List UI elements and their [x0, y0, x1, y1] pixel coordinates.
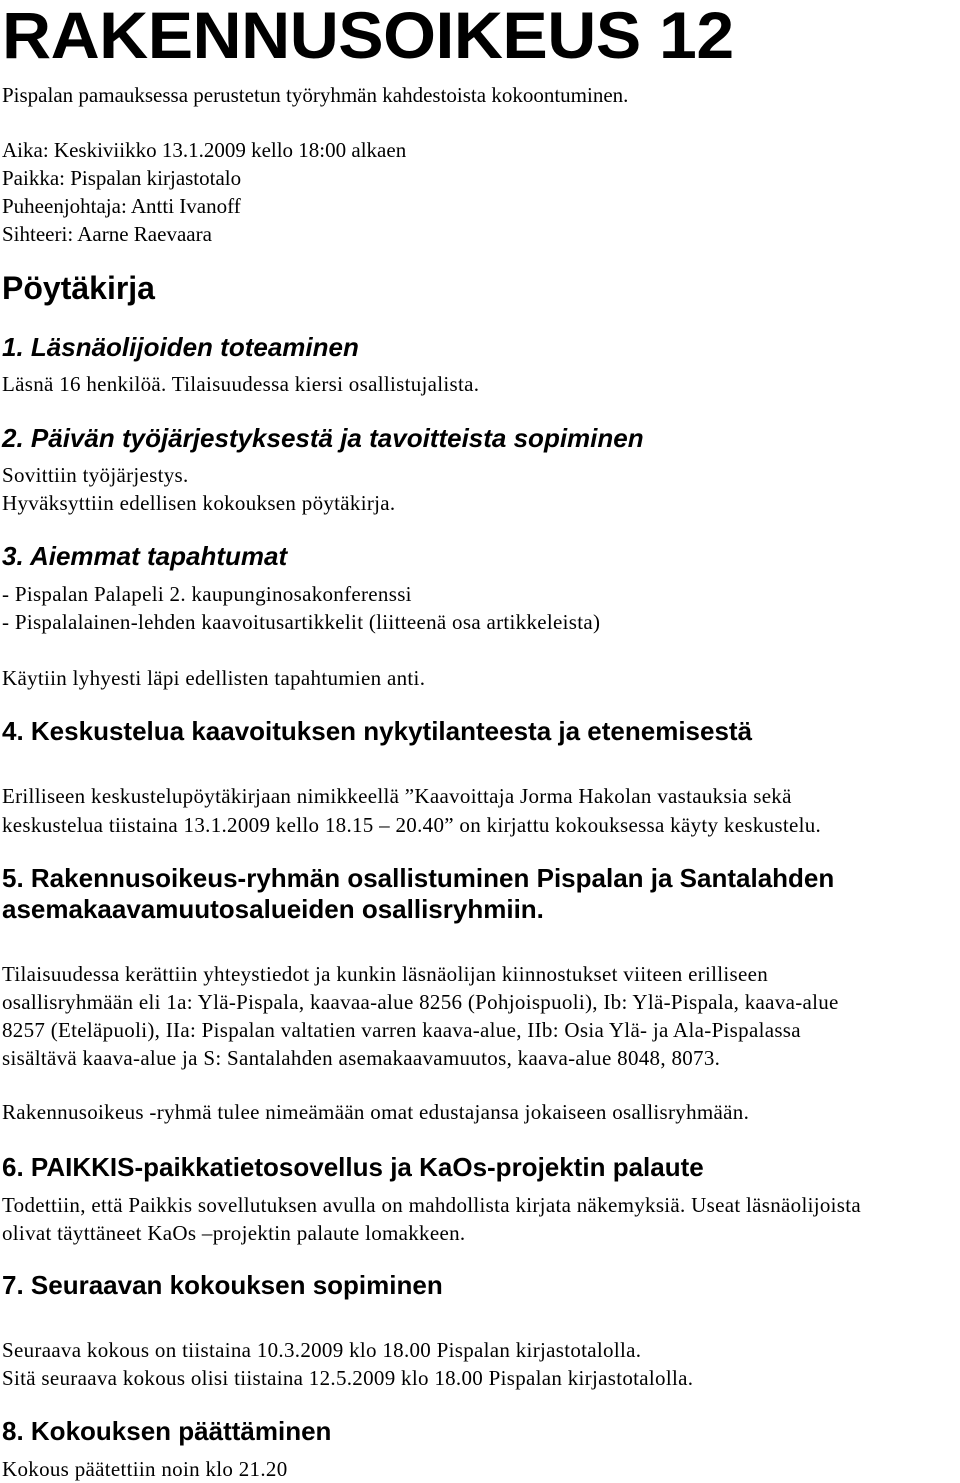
- meeting-time: Aika: Keskiviikko 13.1.2009 kello 18:00 alkaen: [2, 138, 407, 162]
- section-2-line: Sovittiin työjärjestys.: [2, 463, 189, 487]
- section-8-heading: 8. Kokouksen päättäminen: [2, 1416, 332, 1446]
- section-3-line: - Pispalan Palapeli 2. kaupunginosakonferenssi: [2, 582, 412, 606]
- section-3-line: - Pispalalainen-lehden kaavoitusartikkelit (liitteenä osa artikkeleista): [2, 610, 601, 634]
- section-7-heading: 7. Seuraavan kokouksen sopiminen: [2, 1270, 443, 1300]
- section-6-heading: 6. PAIKKIS-paikkatietosovellus ja KaOs-projektin palaute: [2, 1152, 704, 1182]
- section-4-line: Erilliseen keskustelupöytäkirjaan nimikkeellä ”Kaavoittaja Jorma Hakolan vastauksia sekä: [2, 784, 792, 808]
- section-6-line: olivat täyttäneet KaOs –projektin palaute lomakkeen.: [2, 1221, 466, 1245]
- section-4-line: keskustelua tiistaina 13.1.2009 kello 18.15 – 20.40” on kirjattu kokouksessa käyty keskustelu.: [2, 813, 822, 837]
- section-4-heading: 4. Keskustelua kaavoituksen nykytilanteesta ja etenemisestä: [2, 716, 753, 746]
- section-7-line: Sitä seuraava kokous olisi tiistaina 12.5.2009 klo 18.00 Pispalan kirjastotalolla.: [2, 1366, 694, 1390]
- section-5-line: Rakennusoikeus -ryhmä tulee nimeämään omat edustajansa jokaiseen osallisryhmään.: [2, 1100, 750, 1124]
- section-7-line: Seuraava kokous on tiistaina 10.3.2009 klo 18.00 Pispalan kirjastotalolla.: [2, 1338, 642, 1362]
- section-2-heading: 2. Päivän työjärjestyksestä ja tavoitteista sopiminen: [2, 423, 644, 453]
- document-subtitle: Pispalan pamauksessa perustetun työryhmän kahdestoista kokoontuminen.: [2, 83, 629, 107]
- meeting-secretary: Sihteeri: Aarne Raevaara: [2, 222, 212, 246]
- section-1-line: Läsnä 16 henkilöä. Tilaisuudessa kiersi osallistujalista.: [2, 372, 480, 396]
- section-6-line: Todettiin, että Paikkis sovellutuksen avulla on mahdollista kirjata näkemyksiä. Useat läsnäolijoista: [2, 1193, 862, 1217]
- section-5-heading: 5. Rakennusoikeus-ryhmän osallistuminen Pispalan ja Santalahden: [2, 863, 835, 893]
- document-title: RAKENNUSOIKEUS 12: [2, 0, 734, 72]
- section-1-heading: 1. Läsnäolijoiden toteaminen: [2, 332, 359, 362]
- section-5-line: 8257 (Eteläpuoli), IIa: Pispalan valtatien varren kaava-alue, IIb: Osia Ylä- ja Ala-Pispalassa: [2, 1018, 801, 1042]
- section-3-heading: 3. Aiemmat tapahtumat: [2, 541, 288, 571]
- section-5-line: sisältävä kaava-alue ja S: Santalahden asemakaavamuutos, kaava-alue 8048, 8073.: [2, 1046, 721, 1070]
- meeting-place: Paikka: Pispalan kirjastotalo: [2, 166, 242, 190]
- section-5-line: Tilaisuudessa kerättiin yhteystiedot ja kunkin läsnäolijan kiinnostukset viiteen erilliseen: [2, 962, 769, 986]
- meeting-chair: Puheenjohtaja: Antti Ivanoff: [2, 194, 241, 218]
- section-2-line: Hyväksyttiin edellisen kokouksen pöytäkirja.: [2, 491, 396, 515]
- section-5-line: osallisryhmään eli 1a: Ylä-Pispala, kaavaa-alue 8256 (Pohjoispuoli), Ib: Ylä-Pispala, kaava-alue: [2, 990, 839, 1014]
- minutes-heading: Pöytäkirja: [2, 270, 155, 306]
- section-3-line: Käytiin lyhyesti läpi edellisten tapahtumien anti.: [2, 666, 426, 690]
- section-5-heading: asemakaavamuutosalueiden osallisryhmiin.: [2, 894, 544, 924]
- section-8-line: Kokous päätettiin noin klo 21.20: [2, 1457, 288, 1481]
